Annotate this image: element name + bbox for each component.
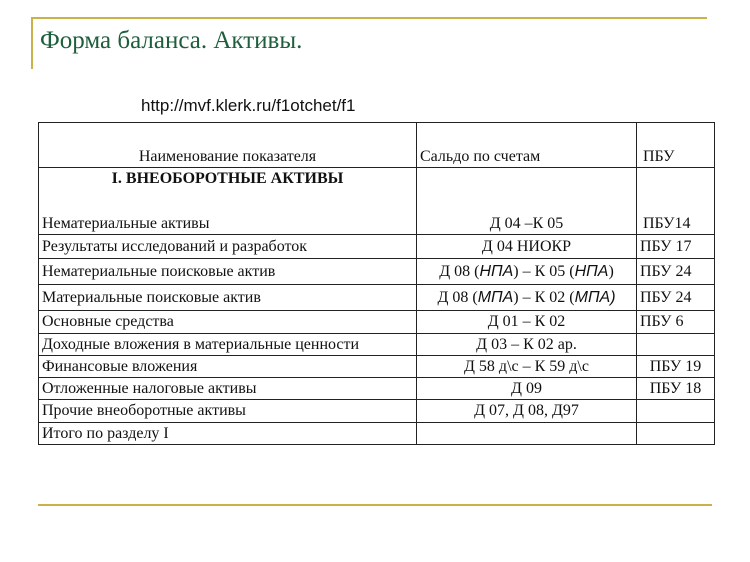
row-accounts: Д 09 [417, 378, 637, 400]
row-pbu: ПБУ14 [637, 168, 715, 235]
row-name: Доходные вложения в материальные ценности [39, 334, 417, 356]
row-name: Результаты исследований и разработок [39, 235, 417, 259]
header-pbu: ПБУ [637, 123, 715, 168]
header-row [39, 123, 715, 168]
row-accounts: Д 04 НИОКР [417, 235, 637, 259]
row-accounts [417, 259, 637, 285]
table-row [39, 378, 715, 400]
row-name: Основные средства [39, 311, 417, 334]
accounts-italic: МПА [477, 288, 514, 306]
row-accounts: Д 58 д\с – К 59 д\с [417, 356, 637, 378]
row-pbu: ПБУ 19 [637, 356, 715, 378]
table-row [39, 235, 715, 259]
row-pbu: ПБУ 24 [637, 285, 715, 311]
row-name: Нематериальные поисковые актив [39, 259, 417, 285]
accounts-text: ) – К 02 ( [513, 288, 575, 306]
accounts-text: ) – К 05 ( [513, 262, 575, 280]
accent-line-bottom [38, 504, 712, 506]
accounts-text: Д 08 ( [439, 262, 480, 280]
row-accounts [417, 423, 637, 445]
row-pbu: ПБУ 18 [637, 378, 715, 400]
row-name: Нематериальные активы [42, 215, 210, 232]
table-row [39, 168, 715, 235]
row-name: Прочие внеоборотные активы [39, 400, 417, 423]
row-accounts: Д 04 –К 05 [417, 168, 637, 235]
row-name: Материальные поисковые актив [39, 285, 417, 311]
row-pbu [637, 400, 715, 423]
row-pbu: ПБУ 24 [637, 259, 715, 285]
section-title: I. ВНЕОБОРОТНЫЕ АКТИВЫ [111, 170, 344, 187]
table-row-total [39, 423, 715, 445]
table-row [39, 400, 715, 423]
section-cell [39, 168, 417, 235]
accounts-text: Д 08 ( [437, 288, 478, 306]
accounts-text: ) [608, 262, 614, 280]
balance-table [38, 122, 715, 445]
row-name: Финансовые вложения [39, 356, 417, 378]
accent-line-top [32, 17, 707, 19]
table-row [39, 311, 715, 334]
accounts-italic: НПА [574, 262, 609, 280]
table-row [39, 334, 715, 356]
row-pbu: ПБУ 17 [637, 235, 715, 259]
accent-line-left [31, 17, 33, 69]
table-row [39, 285, 715, 311]
accounts-italic: НПА [479, 262, 514, 280]
row-pbu [637, 334, 715, 356]
accounts-italic: МПА) [574, 288, 616, 306]
table-row [39, 356, 715, 378]
source-url: http://mvf.klerk.ru/f1otchet/f1 [141, 96, 356, 115]
header-name: Наименование показателя [39, 123, 417, 168]
table-row [39, 259, 715, 285]
row-name: Итого по разделу I [39, 423, 417, 445]
row-accounts [417, 285, 637, 311]
row-accounts: Д 03 – К 02 ар. [417, 334, 637, 356]
row-pbu [637, 423, 715, 445]
header-accounts: Сальдо по счетам [417, 123, 637, 168]
row-accounts: Д 07, Д 08, Д97 [417, 400, 637, 423]
row-name: Отложенные налоговые активы [39, 378, 417, 400]
row-accounts: Д 01 – К 02 [417, 311, 637, 334]
row-pbu: ПБУ 6 [637, 311, 715, 334]
slide-title: Форма баланса. Активы. [40, 27, 303, 54]
